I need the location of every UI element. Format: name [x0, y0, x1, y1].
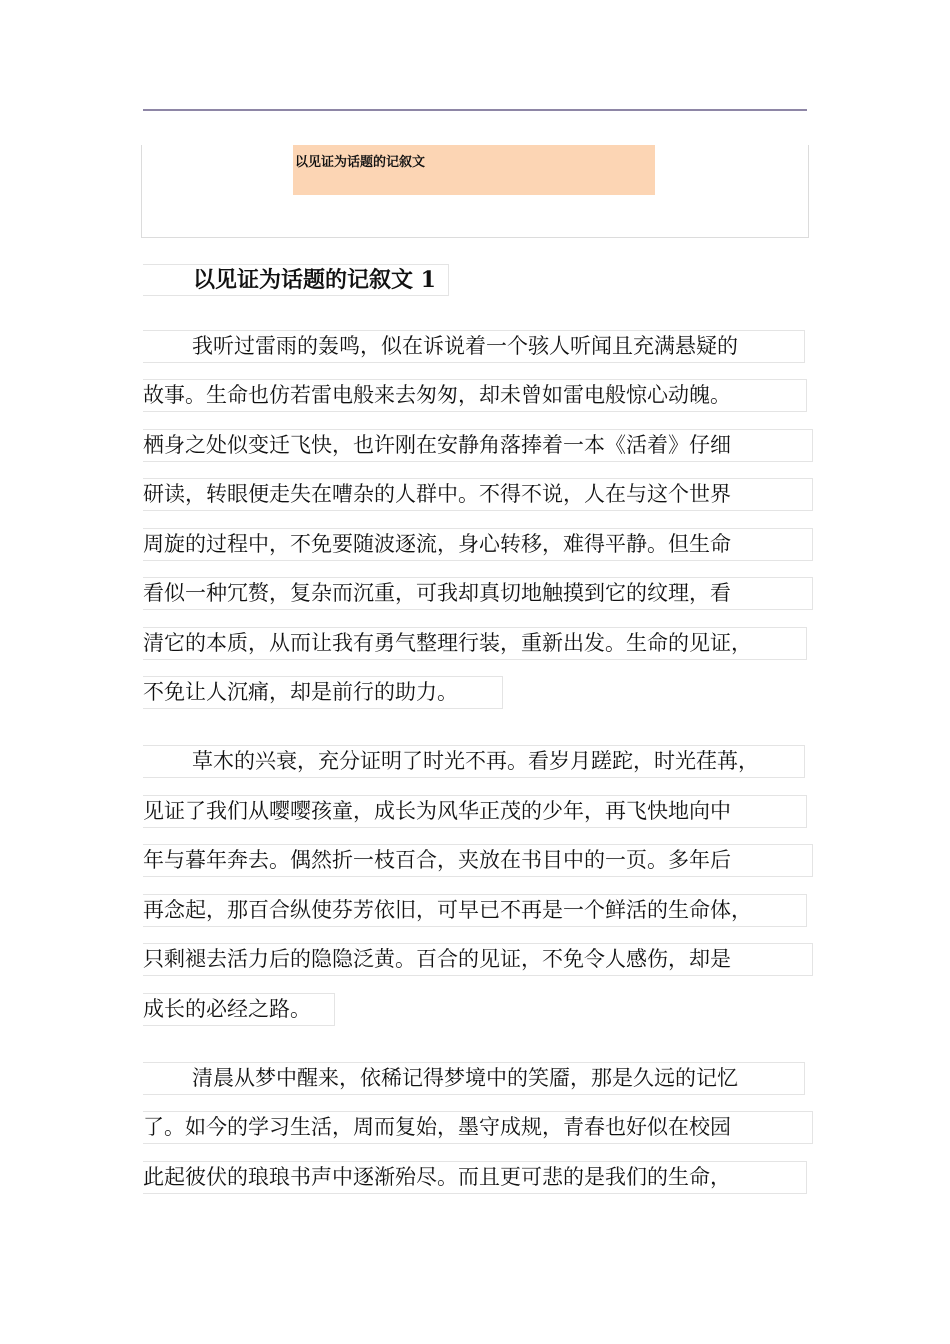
paragraph-1-line-3: 栖身之处似变迁飞快，也许刚在安静角落捧着一本《活着》仔细 [143, 429, 813, 462]
paragraph-2-line-3: 年与暮年奔去。偶然折一枝百合，夹放在书目中的一页。多年后 [143, 844, 813, 877]
paragraph-3-line-2: 了。如今的学习生活，周而复始，墨守成规，青春也好似在校园 [143, 1111, 813, 1144]
paragraph-2-line-1: 草木的兴衰，充分证明了时光不再。看岁月蹉跎，时光荏苒， [143, 745, 805, 778]
header-rule [143, 109, 807, 111]
paragraph-2-line-4: 再念起，那百合纵使芬芳依旧，可早已不再是一个鲜活的生命体， [143, 894, 807, 927]
paragraph-2-line-2: 见证了我们从嘤嘤孩童，成长为风华正茂的少年，再飞快地向中 [143, 795, 807, 828]
paragraph-1-line-4: 研读，转眼便走失在嘈杂的人群中。不得不说，人在与这个世界 [143, 478, 813, 511]
paragraph-2-line-5: 只剩褪去活力后的隐隐泛黄。百合的见证，不免令人感伤，却是 [143, 943, 813, 976]
header-banner: 以见证为话题的记叙文 [293, 145, 655, 195]
paragraph-3-line-3: 此起彼伏的琅琅书声中逐渐殆尽。而且更可悲的是我们的生命， [143, 1161, 807, 1194]
paragraph-1-line-8: 不免让人沉痛，却是前行的助力。 [143, 676, 503, 709]
paragraph-1-line-7: 清它的本质，从而让我有勇气整理行装，重新出发。生命的见证， [143, 627, 807, 660]
paragraph-3-line-1: 清晨从梦中醒来，依稀记得梦境中的笑靥，那是久远的记忆 [143, 1062, 805, 1095]
paragraph-2-line-6: 成长的必经之路。 [143, 993, 335, 1026]
paragraph-1-line-2: 故事。生命也仿若雷电般来去匆匆，却未曾如雷电般惊心动魄。 [143, 379, 807, 412]
paragraph-1-line-6: 看似一种冗赘，复杂而沉重，可我却真切地触摸到它的纹理，看 [143, 577, 813, 610]
paragraph-1-line-5: 周旋的过程中，不免要随波逐流，身心转移，难得平静。但生命 [143, 528, 813, 561]
document-title: 以见证为话题的记叙文 1 [143, 264, 449, 296]
paragraph-1-line-1: 我听过雷雨的轰鸣，似在诉说着一个骇人听闻且充满悬疑的 [143, 330, 805, 363]
